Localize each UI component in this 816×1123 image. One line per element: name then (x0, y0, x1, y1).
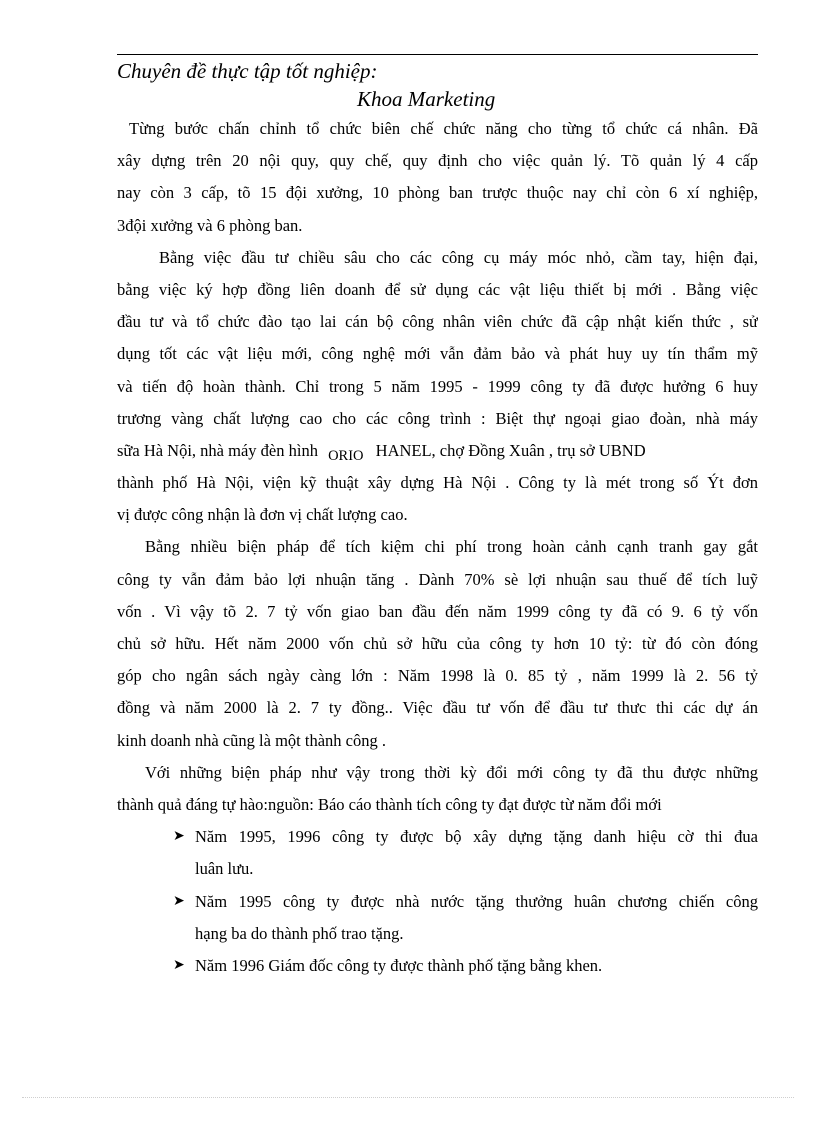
list-item-text: Năm 1995 công ty được nhà nước tặng thưởng huân chương chiến công (195, 891, 758, 911)
text-line: và tiến độ hoàn thành. Chỉ trong 5 năm 1995 - 1999 công ty đã được hưởng 6 huy (117, 376, 758, 396)
page-bottom-border (22, 1097, 794, 1098)
header-rule (117, 54, 758, 55)
list-item-text: Năm 1995, 1996 công ty được bộ xây dựng tặng danh hiệu cờ thi đua (195, 827, 758, 847)
document-header-subtitle: Khoa Marketing (357, 87, 496, 111)
text-line: góp cho ngân sách ngày càng lớn : Năm 1998 là 0. 85 tỷ , năm 1999 là 2. 56 tỷ (117, 666, 758, 686)
list-item (117, 950, 758, 982)
text-segment-subscript: ORIO (328, 447, 364, 464)
text-line: nay còn 3 cấp, tõ 15 đội xưởng, 10 phòng ban trược thuộc nay chỉ còn 6 xí nghiệp, (117, 183, 758, 203)
text-line: xây dựng trên 20 nội quy, quy chế, quy định cho việc quản lý. Tõ quản lý 4 cấp (117, 151, 758, 171)
text-line: công ty vẫn đảm bảo lợi nhuận tăng . Dành 70% sè lợi nhuận sau thuế để tích luỹ (117, 569, 758, 589)
arrow-bullet-icon: ➤ (173, 829, 185, 845)
document-header-title: Chuyên đề thực tập tốt nghiệp: (117, 59, 378, 83)
list-item-continuation: luân lưu. (195, 859, 254, 879)
text-line: vị được công nhận là đơn vị chất lượng cao. (117, 505, 408, 525)
text-line: vốn . Vì vậy tõ 2. 7 tỷ vốn giao ban đầu đến năm 1999 công ty đã có 9. 6 tỷ vốn (117, 601, 758, 621)
text-line: bằng việc ký hợp đồng liên doanh để sử dụng các vật liệu thiết bị mới . Bằng việc (117, 279, 758, 299)
text-line: trương vàng chất lượng cao cho các công trình : Biệt thự ngoại giao đoàn, nhà máy (117, 408, 758, 428)
text-line: Từng bước chấn chỉnh tổ chức biên chế chức năng cho từng tổ chức cá nhân. Đã (129, 119, 758, 138)
list-item-text: Năm 1996 Giám đốc công ty được thành phố tặng bằng khen. (195, 955, 603, 975)
text-line: Bằng nhiều biện pháp để tích kiệm chi phí trong hoàn cảnh cạnh tranh gay gắt (145, 537, 758, 557)
text-line: 3đội xưởng và 6 phòng ban. (117, 215, 303, 235)
arrow-bullet-icon: ➤ (173, 893, 185, 909)
text-line (117, 435, 758, 467)
text-line: kinh doanh nhà cũng là một thành công . (117, 730, 386, 750)
list-item-continuation: hạng ba do thành phố trao tặng. (195, 923, 404, 943)
arrow-bullet-icon: ➤ (173, 957, 185, 973)
text-line: đầu tư và tổ chức đào tạo lai cán bộ công nhân viên chức đã cập nhật kiến thức , sử (117, 312, 758, 332)
text-segment: sữa Hà Nội, nhà máy đèn hình (117, 440, 318, 460)
text-line: Bằng việc đầu tư chiều sâu cho các công cụ máy móc nhỏ, cầm tay, hiện đại, (159, 247, 758, 267)
text-segment: HANEL, chợ Đồng Xuân , trụ sở UBND (375, 440, 646, 460)
list-item (117, 886, 758, 918)
text-line: chủ sở hữu. Hết năm 2000 vốn chủ sở hữu của công ty hơn 10 tỷ: từ đó còn đóng (117, 634, 758, 653)
document-body (117, 113, 758, 982)
list-item (117, 821, 758, 853)
text-line: thành phố Hà Nội, viện kỹ thuật xây dựng Hà Nội . Công ty là mét trong số Ýt đơn (117, 473, 758, 493)
text-line: Với những biện pháp như vậy trong thời kỳ đổi mới công ty đã thu được những (145, 762, 758, 782)
text-line: thành quả đáng tự hào:nguồn: Báo cáo thành tích công ty đạt được từ năm đổi mới (117, 794, 662, 814)
text-line: đồng và năm 2000 là 2. 7 ty đồng.. Việc đầu tư vốn để đầu tư thưc thi các dự án (117, 698, 758, 718)
text-line: dụng tốt các vật liệu mới, công nghệ mới vẫn đảm bảo và phát huy uy tín thẩm mỹ (117, 344, 758, 364)
